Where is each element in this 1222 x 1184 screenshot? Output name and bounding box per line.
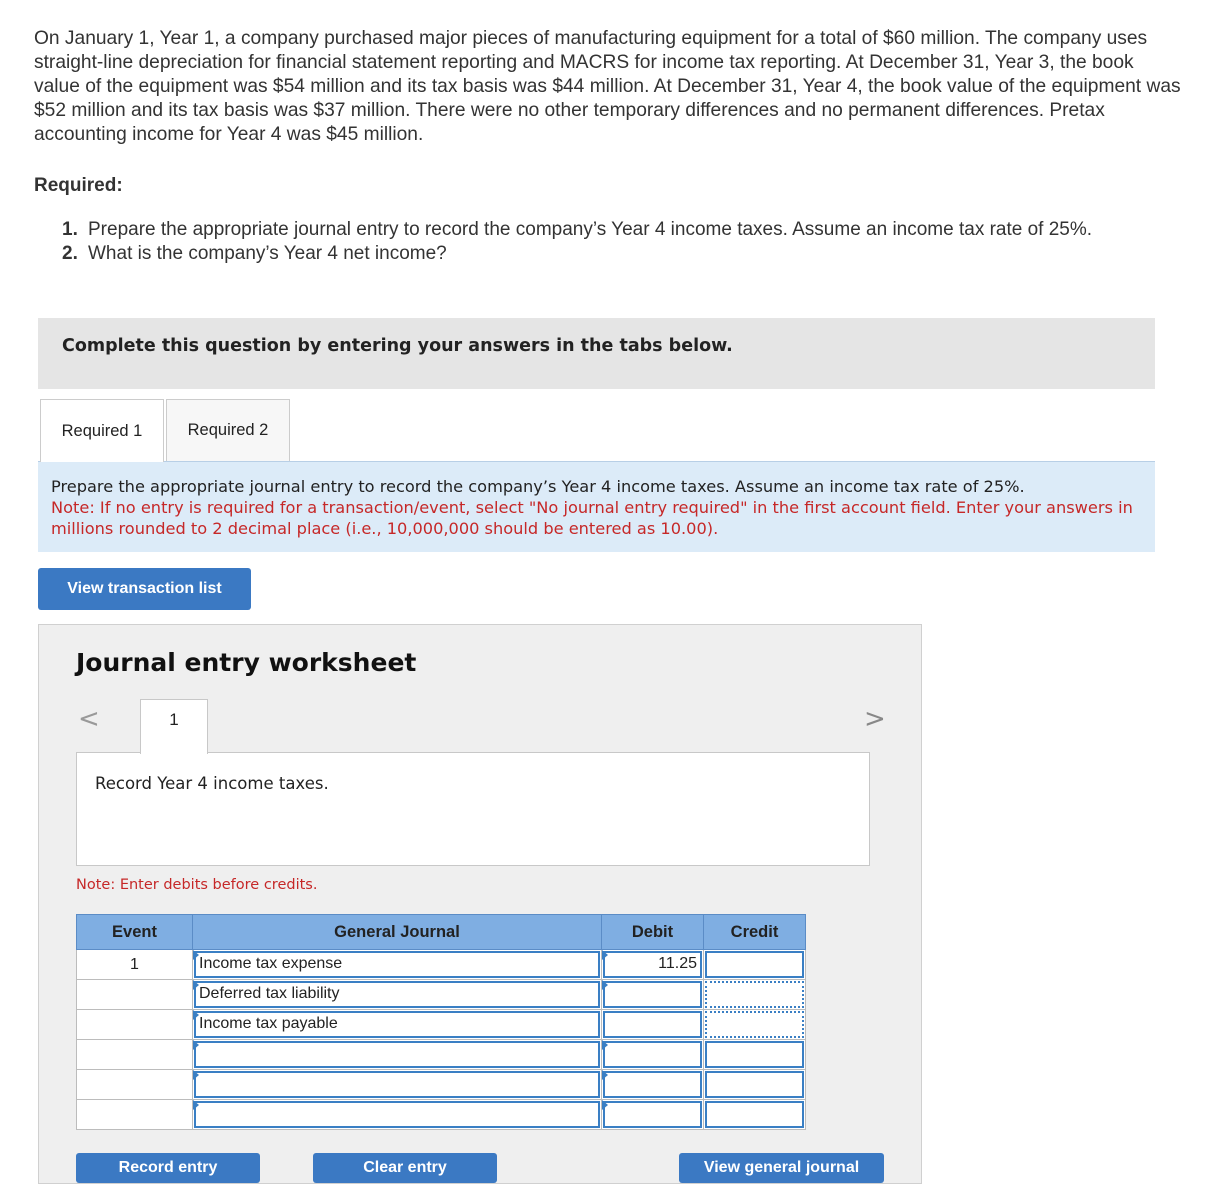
problem-statement: On January 1, Year 1, a company purchased major pieces of manufacturing equipment for a total of $60 million. The company uses straight-line depreciation for financial statement reporting and MACRS for income tax reporting. At December 31, Year 3, the book value of the equipment was $54 million and its tax basis was $44 million. At December 31, Year 4, the book value of the equipment was $52 million and its tax basis was $37 million. There were no other temporary differences and no permanent differences. Pretax accounting income for Year 4 was $45 million. (34, 28, 1181, 145)
account-cell (193, 1010, 602, 1040)
credit-input[interactable] (705, 1101, 804, 1128)
event-column-header: Event (77, 915, 193, 950)
dropdown-flag-icon (193, 980, 199, 990)
debit-input[interactable] (603, 951, 702, 978)
credit-cell (704, 950, 806, 980)
debit-input[interactable] (603, 1101, 702, 1128)
credit-input[interactable] (705, 1011, 804, 1038)
debit-input[interactable] (603, 1071, 702, 1098)
required-item-1 (62, 218, 1162, 242)
credit-input[interactable] (705, 1041, 804, 1068)
debit-column-header: Debit (602, 915, 704, 950)
instruction-note: Note: If no entry is required for a transaction/event, select "No journal entry required" in the first account field. Enter your answers in (51, 498, 1133, 517)
view-general-journal-button[interactable]: View general journal (679, 1153, 884, 1183)
event-cell (77, 1040, 193, 1070)
instruction-note-continued: millions rounded to 2 decimal place (i.e., 10,000,000 should be entered as 10.00). (51, 519, 719, 538)
credit-cell (704, 1070, 806, 1100)
credit-input[interactable] (705, 951, 804, 978)
table-row (77, 1070, 806, 1100)
table-header-row (77, 915, 806, 950)
credit-cell (704, 1010, 806, 1040)
clear-entry-button[interactable]: Clear entry (313, 1153, 497, 1183)
required-item-number: 2. (62, 243, 78, 264)
debit-input[interactable] (603, 981, 702, 1008)
dropdown-flag-icon (193, 1100, 199, 1110)
credit-input[interactable] (705, 1071, 804, 1098)
account-cell (193, 1070, 602, 1100)
entry-description: Record Year 4 income taxes. (95, 774, 329, 793)
dropdown-flag-icon (193, 1010, 199, 1020)
credit-cell (704, 1100, 806, 1130)
credit-input[interactable] (705, 981, 804, 1008)
debit-input[interactable] (603, 1011, 702, 1038)
required-heading: Required: (34, 175, 123, 196)
credit-cell (704, 1040, 806, 1070)
input-flag-icon (602, 950, 608, 960)
debit-cell (602, 1070, 704, 1100)
tab-required-2[interactable]: Required 2 (166, 399, 290, 461)
debit-cell (602, 1010, 704, 1040)
event-cell (77, 980, 193, 1010)
account-select[interactable] (194, 1041, 600, 1068)
tab-required-1[interactable]: Required 1 (40, 399, 164, 462)
input-flag-icon (602, 1100, 608, 1110)
debit-cell (602, 1040, 704, 1070)
account-value: Income tax expense (199, 955, 343, 972)
instructions-banner (38, 318, 1155, 389)
account-select[interactable] (194, 1101, 600, 1128)
event-cell (77, 1070, 193, 1100)
credit-cell (704, 980, 806, 1010)
banner-text: Complete this question by entering your answers in the tabs below. (62, 336, 733, 356)
table-row (77, 950, 806, 980)
dropdown-flag-icon (193, 950, 199, 960)
general-journal-column-header: General Journal (193, 915, 602, 950)
tab-instructions (38, 461, 1155, 552)
dropdown-flag-icon (193, 1070, 199, 1080)
event-cell (77, 1010, 193, 1040)
table-row (77, 980, 806, 1010)
account-select[interactable] (194, 1071, 600, 1098)
worksheet-title: Journal entry worksheet (76, 648, 417, 677)
debit-cell (602, 1100, 704, 1130)
required-list (62, 218, 1162, 266)
event-cell: 1 (77, 950, 193, 980)
entry-description-box (76, 752, 870, 866)
table-row (77, 1010, 806, 1040)
table-row (77, 1100, 806, 1130)
account-select[interactable] (194, 951, 600, 978)
chevron-left-icon[interactable]: < (78, 704, 100, 734)
view-transaction-list-button[interactable]: View transaction list (38, 568, 251, 610)
account-cell (193, 950, 602, 980)
instruction-text: Prepare the appropriate journal entry to record the company’s Year 4 income taxes. Assume an income tax rate of 25%. (51, 477, 1025, 496)
chevron-right-icon[interactable]: > (864, 704, 886, 734)
account-select[interactable] (194, 981, 600, 1008)
event-cell (77, 1100, 193, 1130)
required-item-number: 1. (62, 219, 78, 240)
required-item-text: Prepare the appropriate journal entry to record the company’s Year 4 income taxes. Assume an income tax rate of 25%. (88, 219, 1093, 240)
input-flag-icon (602, 980, 608, 990)
account-cell (193, 980, 602, 1010)
account-cell (193, 1100, 602, 1130)
dropdown-flag-icon (193, 1040, 199, 1050)
account-value: Income tax payable (199, 1015, 338, 1032)
table-row (77, 1040, 806, 1070)
required-item-2 (62, 242, 1162, 266)
account-select[interactable] (194, 1011, 600, 1038)
record-entry-button[interactable]: Record entry (76, 1153, 260, 1183)
debit-value: 11.25 (658, 955, 697, 972)
worksheet-step-tab[interactable]: 1 (140, 699, 208, 754)
debit-cell (602, 980, 704, 1010)
debit-cell (602, 950, 704, 980)
debit-credit-note: Note: Enter debits before credits. (76, 877, 318, 893)
input-flag-icon (602, 1070, 608, 1080)
journal-entry-table (76, 914, 806, 1130)
required-item-text: What is the company’s Year 4 net income? (88, 243, 447, 264)
input-flag-icon (602, 1040, 608, 1050)
debit-input[interactable] (603, 1041, 702, 1068)
credit-column-header: Credit (704, 915, 806, 950)
account-cell (193, 1040, 602, 1070)
account-value: Deferred tax liability (199, 985, 340, 1002)
